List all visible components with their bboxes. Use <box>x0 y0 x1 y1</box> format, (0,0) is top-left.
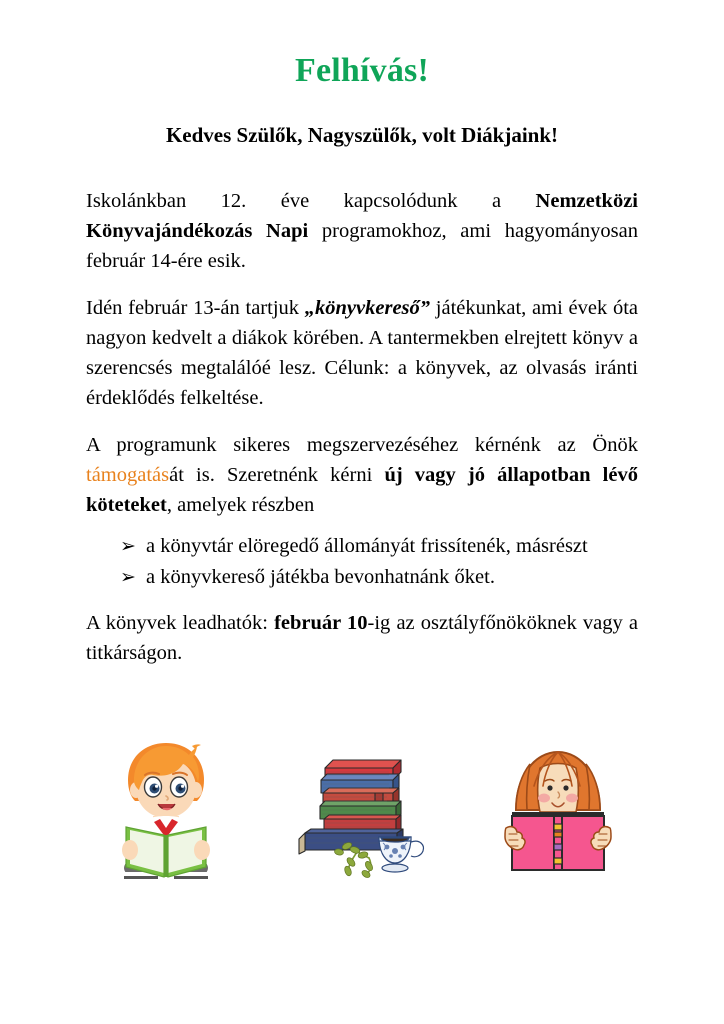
list-item <box>120 532 638 561</box>
paragraph-request-segment-1: A programunk sikeres megszervezéséhez kérnénk az Önök <box>86 433 638 456</box>
page-title: Felhívás! <box>294 52 429 89</box>
paragraph-request <box>86 430 638 520</box>
list-item-label: a könyvtár elöregedő állományát frissítenék, másrészt <box>146 534 588 557</box>
boy-reading-green-book-icon <box>96 732 236 882</box>
paragraph-game-segment-1: Idén február 13-án tartjuk <box>86 296 305 319</box>
paragraph-request-bold-condition: új vagy jó állapotban lévő köteteket <box>86 463 638 516</box>
paragraph-request-segment-5: , amelyek részben <box>166 493 315 516</box>
list-item <box>120 563 638 592</box>
stack-of-books-with-teacup-icon <box>287 732 437 882</box>
paragraph-game-game-name: „könyvkereső” <box>304 296 431 319</box>
paragraph-intro-segment-3: programokhoz, ami hagyományosan február 14-ére esik. <box>86 219 638 272</box>
illustration-row <box>0 722 724 882</box>
list-item-label: a könyvkereső játékba bevonhatnánk őket. <box>146 565 495 588</box>
figure-stack-of-books-with-teacup <box>287 732 437 882</box>
purpose-bullet-list <box>86 532 638 592</box>
paragraph-deadline <box>86 608 638 668</box>
paragraph-intro-bold-event-name: Nemzetközi Könyvajándékozás Napi <box>86 189 638 242</box>
salutation-heading: Kedves Szülők, Nagyszülők, volt Diákjaink! <box>165 123 559 148</box>
paragraph-deadline-segment-1: A könyvek leadhatók: <box>86 611 275 634</box>
arrow-bullet-icon: ➢ <box>120 565 136 588</box>
paragraph-game <box>86 293 638 413</box>
paragraph-deadline-segment-3: -ig az osztályfőnököknek vagy a titkárságon. <box>86 611 638 664</box>
paragraph-request-segment-3: át is. Szeretnénk kérni <box>169 463 385 486</box>
paragraph-request-highlight-support: támogatás <box>86 463 170 486</box>
paragraph-intro <box>86 186 638 276</box>
girl-reading-pink-book-icon <box>488 732 628 882</box>
figure-girl-reading-pink-book <box>488 732 628 882</box>
paragraph-deadline-bold-date: február 10 <box>274 611 368 634</box>
arrow-bullet-icon: ➢ <box>120 534 136 557</box>
paragraph-game-segment-3: játékunkat, ami évek óta nagyon kedvelt a diákok körében. A tantermekben elrejtett könyv a szerencsés megtalálóé lesz. Célunk: a könyvek, az olvasás iránti érdeklődés felkeltése. <box>86 296 638 409</box>
paragraph-intro-segment-1: Iskolánkban 12. éve kapcsolódunk a <box>86 189 536 212</box>
figure-boy-reading-green-book <box>96 732 236 882</box>
